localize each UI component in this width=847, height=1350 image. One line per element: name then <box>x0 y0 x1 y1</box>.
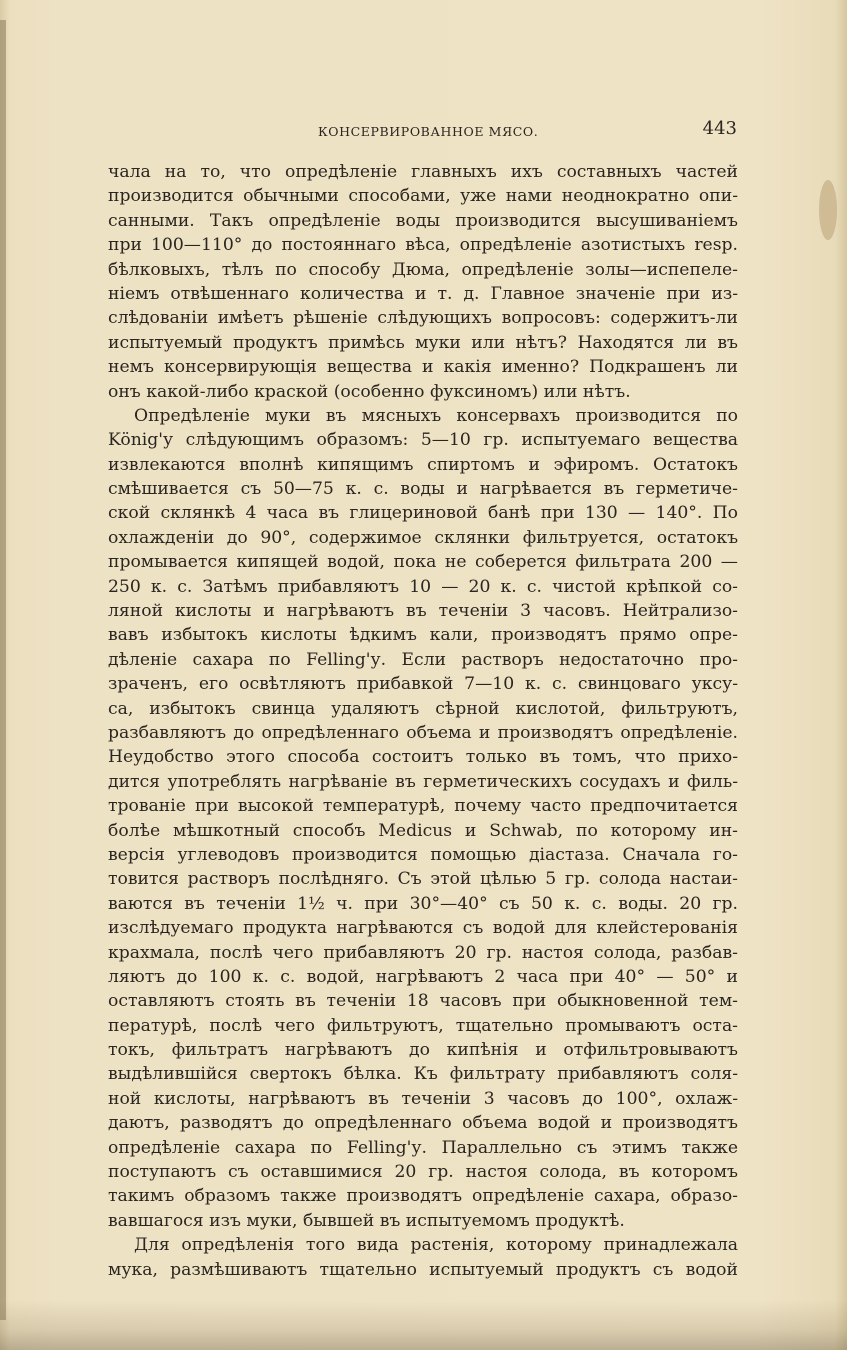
text-line: пературѣ, послѣ чего фильтруютъ, тщательно промываютъ оста- <box>108 1015 738 1036</box>
page-header <box>108 118 737 146</box>
text-line: санными. Такъ опредѣленіе воды производится высушиваніемъ <box>108 210 738 231</box>
text-line: поступаютъ съ оставшимися 20 гр. настоя солода, въ которомъ <box>108 1162 738 1183</box>
text-line: разбавляютъ до опредѣленнаго объема и производятъ опредѣленіе. <box>108 722 738 743</box>
body-text <box>108 160 738 1282</box>
text-line: Для опредѣленія того вида растенія, которому принадлежала <box>134 1235 738 1256</box>
text-line: вавъ избытокъ кислоты ѣдкимъ кали, производятъ прямо опре- <box>108 625 738 646</box>
text-line: мука, размѣшиваютъ тщательно испытуемый продуктъ съ водой <box>108 1259 738 1280</box>
text-line: вавшагося изъ муки, бывшей въ испытуемомъ продуктѣ. <box>108 1210 625 1231</box>
text-line: токъ, фильтратъ нагрѣваютъ до кипѣнія и отфильтровываютъ <box>108 1040 738 1061</box>
text-line: извлекаются вполнѣ кипящимъ спиртомъ и эфиромъ. Остатокъ <box>108 454 738 475</box>
text-line: ваются въ теченіи 1½ ч. при 30°—40° съ 50 к. с. воды. 20 гр. <box>108 893 738 914</box>
text-line: такимъ образомъ также производятъ опредѣленіе сахара, образо- <box>108 1186 738 1207</box>
text-line: выдѣлившійся свертокъ бѣлка. Къ фильтрату прибавляютъ соля- <box>108 1064 738 1085</box>
text-line: 250 к. с. Затѣмъ прибавляютъ 10 — 20 к. с. чистой крѣпкой со- <box>108 576 738 597</box>
text-line: при 100—110° до постояннаго вѣса, опредѣленіе азотистыхъ resp. <box>108 235 738 256</box>
text-line: ной кислоты, нагрѣваютъ въ теченіи 3 часовъ до 100°, охлаж- <box>108 1088 738 1109</box>
text-line: слѣдованіи имѣетъ рѣшеніе слѣдующихъ вопросовъ: содержитъ-ли <box>108 308 738 329</box>
page-spine-shadow <box>0 20 6 1320</box>
text-line: Опредѣленіе муки въ мясныхъ консервахъ производится по <box>134 405 738 426</box>
paper-stain <box>819 180 837 240</box>
text-line: трованіе при высокой температурѣ, почему часто предпочитается <box>108 796 738 817</box>
text-line: немъ консервирующія вещества и какія именно? Подкрашенъ ли <box>108 357 738 378</box>
text-line: охлажденіи до 90°, содержимое склянки фильтруется, остатокъ <box>108 527 738 548</box>
text-line: ніемъ отвѣшеннаго количества и т. д. Главное значеніе при из- <box>108 283 738 304</box>
text-line: бѣлковыхъ, тѣлъ по способу Дюма, опредѣленіе золы—испепеле- <box>108 259 738 280</box>
text-line: болѣе мѣшкотный способъ Medicus и Schwab, по которому ин- <box>108 820 738 841</box>
text-line: оставляютъ стоять въ теченіи 18 часовъ при обыкновенной тем- <box>108 991 738 1012</box>
text-line: промывается кипящей водой, пока не соберется фильтрата 200 — <box>108 552 738 573</box>
text-line: даютъ, разводятъ до опредѣленнаго объема водой и производятъ <box>108 1113 738 1134</box>
page-bottom-edge <box>0 1300 847 1350</box>
text-line: ской склянкѣ 4 часа въ глицериновой банѣ при 130 — 140°. По <box>108 503 738 524</box>
text-line: испытуемый продуктъ примѣсь муки или нѣтъ? Находятся ли въ <box>108 332 738 353</box>
text-line: Неудобство этого способа состоитъ только въ томъ, что прихо- <box>108 747 738 768</box>
text-line: зраченъ, его освѣтляютъ прибавкой 7—10 к. с. свинцоваго уксу- <box>108 674 738 695</box>
text-line: опредѣленіе сахара по Felling'у. Параллельно съ этимъ также <box>108 1137 738 1158</box>
text-line: версія углеводовъ производится помощью діастаза. Сначала го- <box>108 844 738 865</box>
text-line: König'у слѣдующимъ образомъ: 5—10 гр. испытуемаго вещества <box>108 430 738 451</box>
text-line: товится растворъ послѣдняго. Съ этой цѣлью 5 гр. солода настаи- <box>108 869 738 890</box>
text-line: онъ какой-либо краской (особенно фуксиномъ) или нѣтъ. <box>108 381 631 402</box>
text-line: крахмала, послѣ чего прибавляютъ 20 гр. настоя солода, разбав- <box>108 942 738 963</box>
text-line: дится употреблять нагрѣваніе въ герметическихъ сосудахъ и филь- <box>108 771 738 792</box>
running-head: КОНСЕРВИРОВАННОЕ МЯСО. <box>318 124 539 139</box>
text-line: чала на то, что опредѣленіе главныхъ ихъ составныхъ частей <box>108 162 738 182</box>
text-line: ляной кислоты и нагрѣваютъ въ теченіи 3 часовъ. Нейтрализо- <box>108 601 738 622</box>
text-line: дѣленіе сахара по Felling'у. Если растворъ недостаточно про- <box>108 649 738 670</box>
text-line: смѣшивается съ 50—75 к. с. воды и нагрѣвается въ герметиче- <box>108 479 738 500</box>
page-number: 443 <box>702 118 737 139</box>
text-line: ляютъ до 100 к. с. водой, нагрѣваютъ 2 часа при 40° — 50° и <box>108 966 738 987</box>
text-line: производится обычными способами, уже нами неоднократно опи- <box>108 186 738 207</box>
text-line: изслѣдуемаго продукта нагрѣваются съ водой для клейстерованія <box>108 918 738 939</box>
text-line: са, избытокъ свинца удаляютъ сѣрной кислотой, фильтруютъ, <box>108 698 738 719</box>
